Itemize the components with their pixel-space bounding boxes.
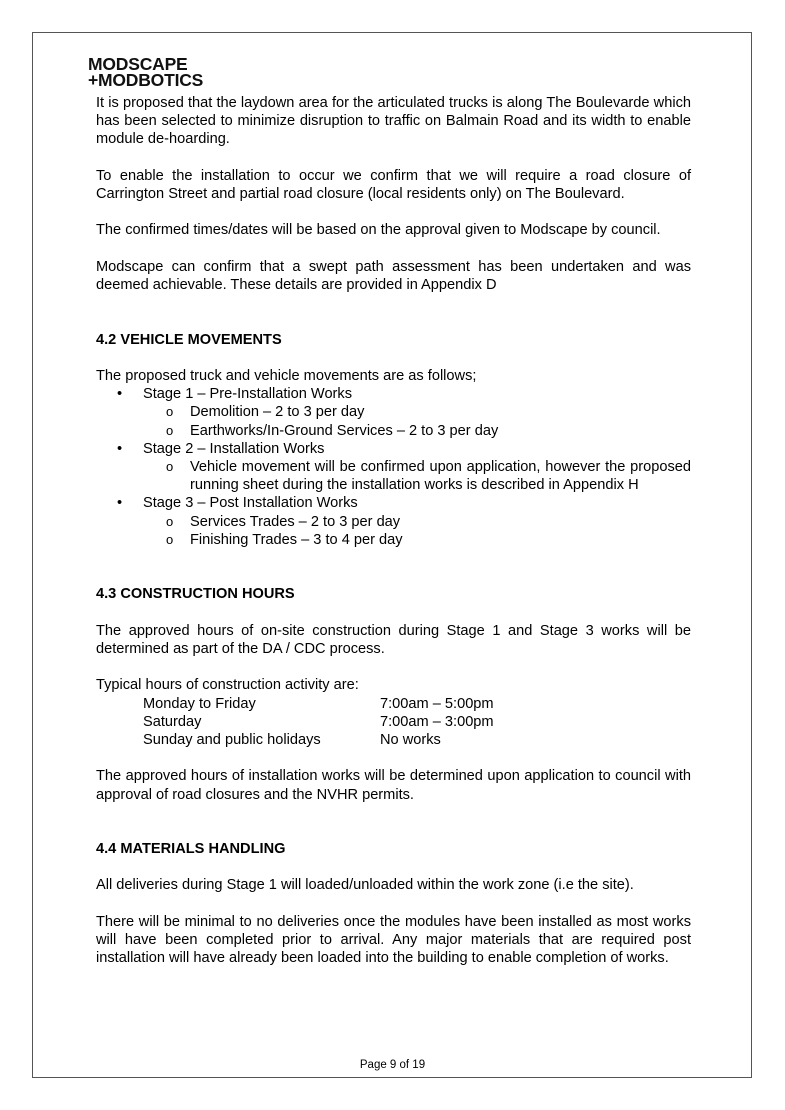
vehicle-intro: The proposed truck and vehicle movements are as follows; [96,367,477,384]
bullet-icon: • [117,386,123,403]
stage-3-label: Stage 3 – Post Installation Works [143,495,358,512]
stage-2-sub-item [96,458,691,494]
intro-paragraph-3: The confirmed times/dates will be based on the approval given to Modscape by council. [96,222,661,239]
sub-bullet-icon: o [166,513,174,529]
typical-hours-label: Typical hours of construction activity are: [96,677,359,694]
stage-1-sub-item [96,403,691,421]
stage-1-sub-text: Demolition – 2 to 3 per day [190,404,365,421]
sub-bullet-icon: o [166,404,174,420]
stage-1-sub-item [96,422,691,440]
stage-2-item [96,440,691,458]
hours-day: Saturday [143,713,202,730]
section-heading-vehicle-movements: 4.2 VEHICLE MOVEMENTS [96,331,282,348]
stage-2-sub-text: Vehicle movement will be confirmed upon application, however the proposed running sheet during the installation works is described in Appendix H [190,458,691,494]
stage-3-sub-text: Services Trades – 2 to 3 per day [190,513,401,530]
hours-time: 7:00am – 5:00pm [380,695,494,712]
sub-bullet-icon: o [166,458,174,474]
stage-2-label: Stage 2 – Installation Works [143,440,325,457]
stage-3-item [96,494,691,512]
stage-1-label: Stage 1 – Pre-Installation Works [143,386,353,403]
hours-paragraph-2: The approved hours of installation works will be determined upon application to council with approval of road closures and the NVHR permits. [96,768,691,803]
intro-paragraph-2: To enable the installation to occur we confirm that we will require a road closure of Carrington Street and partial road closure (local residents only) on The Boulevard. [96,167,691,202]
stage-3-sub-item [96,531,691,549]
stage-3-sub-text: Finishing Trades – 3 to 4 per day [190,531,403,548]
logo-line-1: MODSCAPE [88,54,188,74]
sub-bullet-icon: o [166,422,174,438]
company-logo [88,56,203,88]
sub-bullet-icon: o [166,531,174,547]
stage-1-sub-text: Earthworks/In-Ground Services – 2 to 3 per day [190,422,499,439]
document-body [96,94,691,967]
hours-time: 7:00am – 3:00pm [380,713,494,730]
intro-paragraph-4: Modscape can confirm that a swept path assessment has been undertaken and was deemed achievable. These details are provided in Appendix D [96,258,691,293]
stage-1-item [96,385,691,403]
hours-paragraph-1: The approved hours of on-site construction during Stage 1 and Stage 3 works will be determined as part of the DA / CDC process. [96,622,691,657]
hours-time: No works [380,731,441,748]
hours-day: Monday to Friday [143,695,256,712]
bullet-icon: • [117,440,123,457]
hours-day: Sunday and public holidays [143,731,321,748]
page-number: Page 9 of 19 [359,1059,426,1071]
materials-paragraph-1: All deliveries during Stage 1 will loaded/unloaded within the work zone (i.e the site). [96,877,634,894]
logo-line-2: +MODBOTICS [88,70,204,90]
section-heading-construction-hours: 4.3 CONSTRUCTION HOURS [96,586,295,603]
bullet-icon: • [117,495,123,512]
materials-paragraph-2: There will be minimal to no deliveries once the modules have been installed as most works will have been completed prior to arrival. Any major materials that are required post installation will have already been loaded into the building to enable completion of works. [96,913,691,967]
section-heading-materials-handling: 4.4 MATERIALS HANDLING [96,841,286,858]
hours-row [96,731,691,749]
stage-3-sub-item [96,513,691,531]
hours-row [96,713,691,731]
intro-paragraph-1: It is proposed that the laydown area for the articulated trucks is along The Boulevarde which has been selected to minimize disruption to traffic on Balmain Road and its width to enable module de-hoarding. [96,95,691,148]
hours-row [96,695,691,713]
